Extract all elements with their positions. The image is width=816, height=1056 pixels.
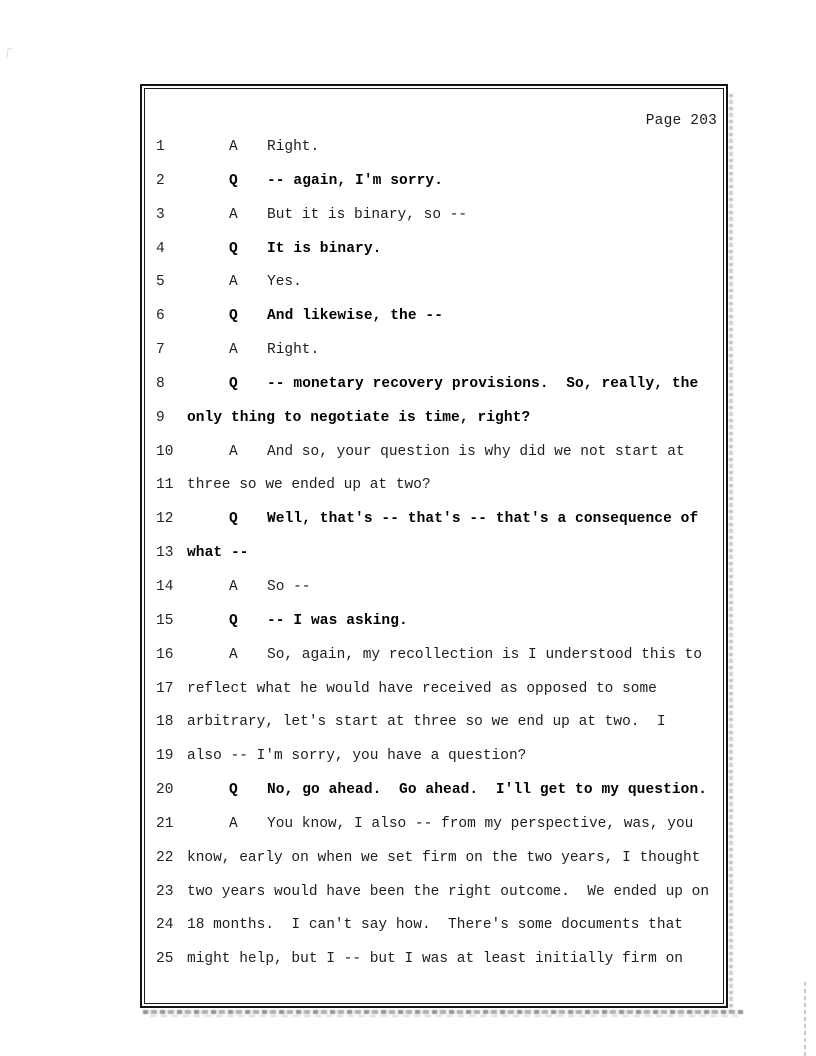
line-text: know, early on when we set firm on the two years, I thought <box>187 849 701 866</box>
scan-shadow-right <box>729 94 733 1012</box>
line-text: Yes. <box>267 274 302 291</box>
line-text: -- monetary recovery provisions. So, really, the <box>267 375 699 392</box>
line-number: 18 <box>156 714 174 731</box>
line-text: You know, I also -- from my perspective, was, you <box>267 815 694 832</box>
line-number: 7 <box>156 342 165 359</box>
transcript-line <box>145 610 723 644</box>
line-number: 3 <box>156 206 165 223</box>
transcript-line <box>145 644 723 678</box>
line-text: also -- I'm sorry, you have a question? <box>187 748 527 765</box>
line-number: 5 <box>156 274 165 291</box>
scan-artifact-mark <box>6 48 12 60</box>
transcript-line <box>145 745 723 779</box>
transcript-line <box>145 305 723 339</box>
speaker-label: Q <box>229 308 238 325</box>
line-text: -- I was asking. <box>267 612 408 629</box>
transcript-line <box>145 914 723 948</box>
line-number: 15 <box>156 612 174 629</box>
transcript-line <box>145 373 723 407</box>
line-text: only thing to negotiate is time, right? <box>187 409 531 426</box>
line-number: 19 <box>156 748 174 765</box>
line-text: three so we ended up at two? <box>187 477 431 494</box>
transcript-line <box>145 881 723 915</box>
speaker-label: A <box>229 578 238 595</box>
transcript-line <box>145 474 723 508</box>
line-number: 12 <box>156 511 174 528</box>
speaker-label: A <box>229 443 238 460</box>
line-number: 2 <box>156 172 165 189</box>
line-text: two years would have been the right outcome. We ended up on <box>187 883 710 900</box>
line-text: So -- <box>267 578 311 595</box>
line-number: 1 <box>156 139 165 155</box>
transcript-line <box>145 508 723 542</box>
line-text: But it is binary, so -- <box>267 206 468 223</box>
line-number: 16 <box>156 646 174 663</box>
line-text: arbitrary, let's start at three so we end up at two. I <box>187 714 666 731</box>
scan-streak-bottom-right <box>804 982 806 1056</box>
scan-shadow-bottom-faint <box>150 1015 738 1017</box>
transcript-line <box>145 542 723 576</box>
transcript-border-box-inner <box>144 88 724 1004</box>
transcript-line <box>145 204 723 238</box>
line-number: 4 <box>156 240 165 257</box>
transcript-line <box>145 678 723 712</box>
scan-shadow-bottom <box>143 1010 743 1014</box>
transcript-line <box>145 339 723 373</box>
line-number: 13 <box>156 545 174 562</box>
transcript-border-box <box>140 84 728 1008</box>
line-text: Well, that's -- that's -- that's a consequence of <box>267 511 699 528</box>
line-text: what -- <box>187 545 249 562</box>
line-number: 14 <box>156 578 174 595</box>
transcript-line <box>145 779 723 813</box>
page-number: Page 203 <box>645 113 717 129</box>
line-text: It is binary. <box>267 240 382 257</box>
transcript-line <box>145 407 723 441</box>
speaker-label: Q <box>229 511 238 528</box>
line-number: 20 <box>156 782 174 799</box>
line-number: 23 <box>156 883 174 900</box>
transcript-line <box>145 813 723 847</box>
transcript-line <box>145 271 723 305</box>
transcript-line <box>145 948 723 982</box>
speaker-label: A <box>229 815 238 832</box>
transcript-line <box>145 576 723 610</box>
speaker-label: Q <box>229 240 238 257</box>
speaker-label: A <box>229 274 238 291</box>
line-number: 8 <box>156 375 165 392</box>
transcript-line <box>145 847 723 881</box>
speaker-label: A <box>229 139 238 155</box>
transcript-line <box>145 711 723 745</box>
transcript-lines <box>145 136 723 982</box>
line-text: No, go ahead. Go ahead. I'll get to my question. <box>267 782 708 799</box>
line-number: 11 <box>156 477 174 494</box>
line-text: reflect what he would have received as opposed to some <box>187 680 657 697</box>
line-text: And likewise, the -- <box>267 308 444 325</box>
speaker-label: Q <box>229 375 238 392</box>
line-text: And so, your question is why did we not start at <box>267 443 685 460</box>
line-number: 21 <box>156 815 174 832</box>
line-number: 9 <box>156 409 165 426</box>
speaker-label: A <box>229 206 238 223</box>
line-text: Right. <box>267 342 320 359</box>
speaker-label: Q <box>229 172 238 189</box>
line-text: might help, but I -- but I was at least initially firm on <box>187 951 683 968</box>
line-text: Right. <box>267 139 320 155</box>
speaker-label: A <box>229 646 238 663</box>
transcript-line <box>145 170 723 204</box>
speaker-label: Q <box>229 612 238 629</box>
line-number: 24 <box>156 917 174 934</box>
line-text: So, again, my recollection is I understood this to <box>267 646 703 663</box>
line-number: 25 <box>156 951 174 968</box>
transcript-line <box>145 136 723 170</box>
speaker-label: A <box>229 342 238 359</box>
line-number: 10 <box>156 443 174 460</box>
line-text: 18 months. I can't say how. There's some documents that <box>187 917 683 934</box>
line-number: 17 <box>156 680 174 697</box>
line-number: 6 <box>156 308 165 325</box>
transcript-line <box>145 441 723 475</box>
speaker-label: Q <box>229 782 238 799</box>
line-text: -- again, I'm sorry. <box>267 172 444 189</box>
line-number: 22 <box>156 849 174 866</box>
transcript-line <box>145 238 723 272</box>
